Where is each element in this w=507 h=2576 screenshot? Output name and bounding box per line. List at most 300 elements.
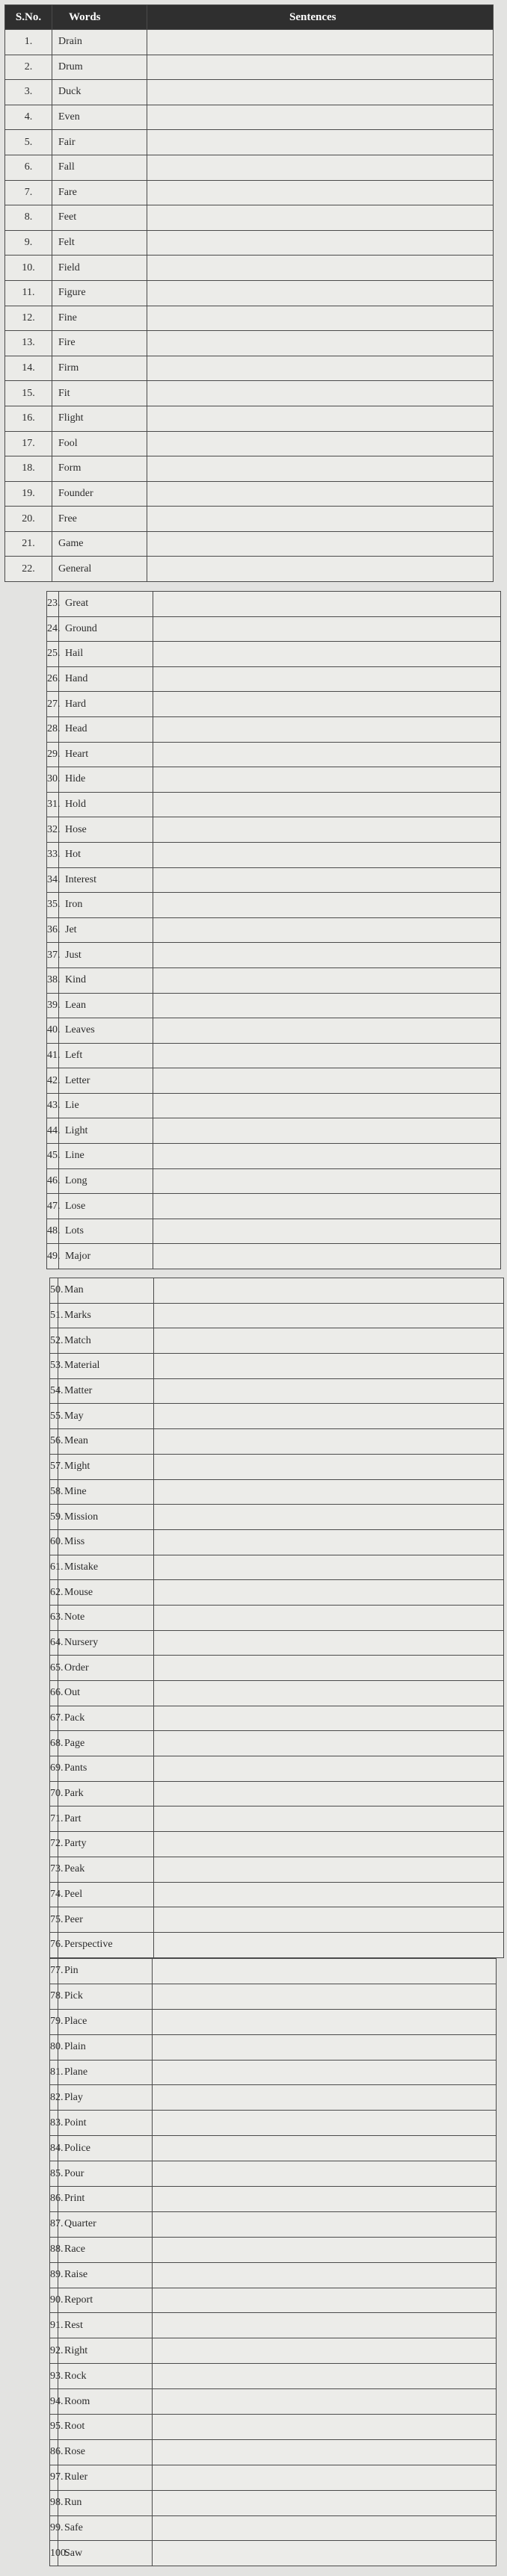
serial-number-cell: 90. xyxy=(50,2288,58,2313)
table-row xyxy=(47,943,501,968)
table-row xyxy=(50,1630,504,1656)
sentence-blank-cell[interactable] xyxy=(153,2415,497,2440)
serial-number-cell: 55. xyxy=(50,1404,58,1429)
sentence-blank-cell[interactable] xyxy=(153,2211,497,2237)
sentence-blank-cell[interactable] xyxy=(153,867,501,893)
sentence-blank-cell[interactable] xyxy=(154,1429,504,1455)
table-row xyxy=(47,1118,501,1144)
sentence-blank-cell[interactable] xyxy=(153,1068,501,1094)
serial-number-cell: 72. xyxy=(50,1832,58,1857)
table-row xyxy=(5,130,494,155)
word-cell: Founder xyxy=(52,481,147,507)
sentence-blank-cell[interactable] xyxy=(153,2085,497,2111)
word-cell: Room xyxy=(58,2389,153,2415)
word-cell: May xyxy=(58,1404,154,1429)
table-row xyxy=(50,1529,504,1555)
sentence-blank-cell[interactable] xyxy=(153,716,501,742)
table-row xyxy=(50,1404,504,1429)
sentence-blank-cell[interactable] xyxy=(154,1882,504,1907)
word-cell: Part xyxy=(58,1806,154,1832)
serial-number-cell: 79. xyxy=(50,2009,58,2034)
sentence-blank-cell[interactable] xyxy=(153,666,501,692)
table-body xyxy=(5,30,494,582)
table-row xyxy=(50,1378,504,1404)
serial-number-cell: 56. xyxy=(50,1429,58,1455)
serial-number-cell: 30. xyxy=(47,767,59,793)
table-row xyxy=(50,1681,504,1706)
sentence-blank-cell[interactable] xyxy=(153,2034,497,2060)
word-cell: Even xyxy=(52,105,147,130)
word-cell: Ground xyxy=(59,616,153,642)
table-row xyxy=(50,2237,497,2262)
sentence-blank-cell[interactable] xyxy=(153,1194,501,1219)
word-cell: Form xyxy=(52,456,147,482)
word-cell: Page xyxy=(58,1731,154,1756)
serial-number-cell: 46. xyxy=(47,1168,59,1194)
word-cell: General xyxy=(52,557,147,582)
sentence-blank-cell[interactable] xyxy=(153,2364,497,2389)
word-cell: Field xyxy=(52,256,147,281)
serial-number-cell: 32. xyxy=(47,817,59,843)
serial-number-cell: 40. xyxy=(47,1018,59,1044)
serial-number-cell: 68. xyxy=(50,1731,58,1756)
sentence-blank-cell[interactable] xyxy=(147,481,494,507)
sentence-blank-cell[interactable] xyxy=(153,2490,497,2515)
sentence-blank-cell[interactable] xyxy=(154,1555,504,1580)
table-row xyxy=(50,2465,497,2490)
serial-number-cell: 70. xyxy=(50,1781,58,1806)
serial-number-cell: 12. xyxy=(5,306,52,331)
sentence-blank-cell[interactable] xyxy=(153,767,501,793)
table-row xyxy=(47,1194,501,1219)
sentence-blank-cell[interactable] xyxy=(153,2161,497,2187)
sentence-blank-cell[interactable] xyxy=(153,2541,497,2566)
sentence-blank-cell[interactable] xyxy=(147,55,494,80)
serial-number-cell: 8. xyxy=(5,205,52,231)
serial-number-cell: 65. xyxy=(50,1656,58,1681)
table-row xyxy=(47,893,501,918)
sentence-blank-cell[interactable] xyxy=(153,2338,497,2364)
sentence-blank-cell[interactable] xyxy=(147,406,494,431)
serial-number-cell: 15. xyxy=(5,381,52,406)
serial-number-cell: 31. xyxy=(47,792,59,817)
table-row xyxy=(50,1882,504,1907)
table-row xyxy=(47,742,501,767)
sentence-blank-cell[interactable] xyxy=(153,2515,497,2541)
serial-number-cell: 44. xyxy=(47,1118,59,1144)
sentence-blank-cell[interactable] xyxy=(153,1959,497,1984)
sentence-blank-cell[interactable] xyxy=(153,642,501,667)
sentence-blank-cell[interactable] xyxy=(154,1529,504,1555)
sentence-blank-cell[interactable] xyxy=(153,1043,501,1068)
serial-number-cell: 13. xyxy=(5,331,52,356)
table-row xyxy=(50,2490,497,2515)
table-row xyxy=(50,2111,497,2136)
table-row xyxy=(5,356,494,381)
word-cell: Fair xyxy=(52,130,147,155)
table-row xyxy=(47,1144,501,1169)
sentence-blank-cell[interactable] xyxy=(153,2187,497,2212)
sentence-blank-cell[interactable] xyxy=(153,2313,497,2338)
serial-number-cell: 36. xyxy=(47,917,59,943)
sentence-blank-cell[interactable] xyxy=(153,2288,497,2313)
sentence-blank-cell[interactable] xyxy=(153,692,501,717)
sentence-blank-cell[interactable] xyxy=(153,817,501,843)
sentence-blank-cell[interactable] xyxy=(147,507,494,532)
table-row xyxy=(5,557,494,582)
word-table-section-3 xyxy=(49,1278,504,1958)
sentence-blank-cell[interactable] xyxy=(147,456,494,482)
sentence-blank-cell[interactable] xyxy=(153,1984,497,2009)
sentence-blank-cell[interactable] xyxy=(147,280,494,306)
sentence-blank-cell[interactable] xyxy=(154,1857,504,1882)
table-row xyxy=(5,456,494,482)
serial-number-cell: 57. xyxy=(50,1454,58,1479)
sentence-blank-cell[interactable] xyxy=(154,1605,504,1630)
word-cell: Pin xyxy=(58,1959,153,1984)
word-cell: Lots xyxy=(59,1219,153,1244)
word-cell: Fire xyxy=(52,331,147,356)
word-cell: Pour xyxy=(58,2161,153,2187)
sentence-blank-cell[interactable] xyxy=(153,616,501,642)
sentence-blank-cell[interactable] xyxy=(147,180,494,205)
sentence-blank-cell[interactable] xyxy=(153,792,501,817)
sentence-blank-cell[interactable] xyxy=(147,230,494,256)
serial-number-cell: 93. xyxy=(50,2364,58,2389)
serial-number-cell: 37. xyxy=(47,943,59,968)
table-row xyxy=(47,716,501,742)
serial-number-cell: 83. xyxy=(50,2111,58,2136)
sentence-blank-cell[interactable] xyxy=(153,1018,501,1044)
table-row xyxy=(5,55,494,80)
sentence-blank-cell[interactable] xyxy=(154,1328,504,1354)
sentence-blank-cell[interactable] xyxy=(153,2136,497,2161)
serial-number-cell: 88. xyxy=(50,2237,58,2262)
table-row xyxy=(50,1429,504,1455)
sentence-blank-cell[interactable] xyxy=(154,1454,504,1479)
table-row xyxy=(47,666,501,692)
word-table-section-4 xyxy=(49,1958,497,2566)
sentence-blank-cell[interactable] xyxy=(147,356,494,381)
sentence-blank-cell[interactable] xyxy=(154,1806,504,1832)
word-cell: Long xyxy=(59,1168,153,1194)
sentence-blank-cell[interactable] xyxy=(154,1781,504,1806)
sentence-blank-cell[interactable] xyxy=(147,531,494,557)
word-cell: Mistake xyxy=(58,1555,154,1580)
sentence-blank-cell[interactable] xyxy=(147,306,494,331)
serial-number-cell: 21. xyxy=(5,531,52,557)
sentence-blank-cell[interactable] xyxy=(154,1354,504,1379)
sentence-blank-cell[interactable] xyxy=(154,1706,504,1731)
table-row xyxy=(5,381,494,406)
serial-number-cell: 23. xyxy=(47,592,59,617)
serial-number-cell: 69. xyxy=(50,1756,58,1782)
sentence-blank-cell[interactable] xyxy=(154,1505,504,1530)
word-cell: Interest xyxy=(59,867,153,893)
word-cell: Miss xyxy=(58,1529,154,1555)
serial-number-cell: 18. xyxy=(5,456,52,482)
word-cell: Pick xyxy=(58,1984,153,2009)
serial-number-cell: 73. xyxy=(50,1857,58,1882)
serial-number-cell: 10. xyxy=(5,256,52,281)
sentence-blank-cell[interactable] xyxy=(147,105,494,130)
sentence-blank-cell[interactable] xyxy=(154,1656,504,1681)
serial-number-cell: 98. xyxy=(50,2490,58,2515)
sentence-blank-cell[interactable] xyxy=(153,2262,497,2288)
table-row xyxy=(5,256,494,281)
sentence-blank-cell[interactable] xyxy=(153,2060,497,2085)
table-header-row xyxy=(5,5,494,30)
table-row xyxy=(5,30,494,55)
serial-number-cell: 16. xyxy=(5,406,52,431)
serial-number-cell: 14. xyxy=(5,356,52,381)
sentence-blank-cell[interactable] xyxy=(153,1093,501,1118)
word-cell: Perspective xyxy=(58,1932,154,1957)
sentence-blank-cell[interactable] xyxy=(154,1479,504,1505)
word-cell: Mission xyxy=(58,1505,154,1530)
sentence-blank-cell[interactable] xyxy=(147,256,494,281)
sentence-blank-cell[interactable] xyxy=(153,943,501,968)
word-cell: Point xyxy=(58,2111,153,2136)
table-row xyxy=(47,642,501,667)
sentence-blank-cell[interactable] xyxy=(147,331,494,356)
serial-number-cell: 51. xyxy=(50,1303,58,1328)
sentence-blank-cell[interactable] xyxy=(154,1404,504,1429)
word-cell: Marks xyxy=(58,1303,154,1328)
table-row xyxy=(47,592,501,617)
table-row xyxy=(50,2541,497,2566)
header-words: Words xyxy=(52,5,147,30)
table-row xyxy=(47,692,501,717)
serial-number-cell: 92. xyxy=(50,2338,58,2364)
table-row xyxy=(47,1093,501,1118)
serial-number-cell: 3. xyxy=(5,80,52,105)
serial-number-cell: 22. xyxy=(5,557,52,582)
word-cell: Lie xyxy=(59,1093,153,1118)
sentence-blank-cell[interactable] xyxy=(153,1244,501,1269)
word-cell: Play xyxy=(58,2085,153,2111)
table-row xyxy=(50,2187,497,2212)
table-row xyxy=(50,2161,497,2187)
table-row xyxy=(5,230,494,256)
serial-number-cell: 9. xyxy=(5,230,52,256)
table-body xyxy=(50,1278,504,1958)
serial-number-cell: 33. xyxy=(47,842,59,867)
serial-number-cell: 84. xyxy=(50,2136,58,2161)
word-cell: Drain xyxy=(52,30,147,55)
sentence-blank-cell[interactable] xyxy=(154,1580,504,1606)
sentence-blank-cell[interactable] xyxy=(153,1144,501,1169)
word-cell: Man xyxy=(58,1278,154,1304)
serial-number-cell: 91. xyxy=(50,2313,58,2338)
table-row xyxy=(50,1832,504,1857)
table-row xyxy=(50,1656,504,1681)
sentence-blank-cell[interactable] xyxy=(154,1907,504,1933)
table-row xyxy=(5,155,494,180)
sentence-blank-cell[interactable] xyxy=(153,967,501,993)
word-cell: Kind xyxy=(59,967,153,993)
serial-number-cell: 81. xyxy=(50,2060,58,2085)
serial-number-cell: 4. xyxy=(5,105,52,130)
word-cell: Mine xyxy=(58,1479,154,1505)
serial-number-cell: 82. xyxy=(50,2085,58,2111)
word-cell: Line xyxy=(59,1144,153,1169)
sentence-blank-cell[interactable] xyxy=(153,1118,501,1144)
table-row xyxy=(5,105,494,130)
table-row xyxy=(5,205,494,231)
word-cell: Light xyxy=(59,1118,153,1144)
serial-number-cell: 17. xyxy=(5,431,52,456)
table-row xyxy=(50,2364,497,2389)
sentence-blank-cell[interactable] xyxy=(153,917,501,943)
table-row xyxy=(47,917,501,943)
table-row xyxy=(50,2262,497,2288)
word-cell: Left xyxy=(59,1043,153,1068)
table-row xyxy=(47,993,501,1018)
table-row xyxy=(47,842,501,867)
sentence-blank-cell[interactable] xyxy=(147,381,494,406)
table-row xyxy=(50,2211,497,2237)
serial-number-cell: 64. xyxy=(50,1630,58,1656)
table-row xyxy=(47,1219,501,1244)
word-cell: Plane xyxy=(58,2060,153,2085)
serial-number-cell: 85. xyxy=(50,2161,58,2187)
sentence-blank-cell[interactable] xyxy=(154,1303,504,1328)
serial-number-cell: 2. xyxy=(5,55,52,80)
word-cell: Note xyxy=(58,1605,154,1630)
word-cell: Pack xyxy=(58,1706,154,1731)
word-cell: Game xyxy=(52,531,147,557)
word-cell: Drum xyxy=(52,55,147,80)
table-row xyxy=(5,280,494,306)
serial-number-cell: 27. xyxy=(47,692,59,717)
table-row xyxy=(50,2338,497,2364)
table-row xyxy=(50,1907,504,1933)
sentence-blank-cell[interactable] xyxy=(153,592,501,617)
table-row xyxy=(47,1068,501,1094)
table-row xyxy=(5,406,494,431)
serial-number-cell: 77. xyxy=(50,1959,58,1984)
word-cell: Matter xyxy=(58,1378,154,1404)
word-cell: Hot xyxy=(59,842,153,867)
word-cell: Match xyxy=(58,1328,154,1354)
table-row xyxy=(47,1168,501,1194)
sentence-blank-cell[interactable] xyxy=(153,2389,497,2415)
table-row xyxy=(5,180,494,205)
sentence-blank-cell[interactable] xyxy=(153,893,501,918)
sentence-blank-cell[interactable] xyxy=(147,431,494,456)
serial-number-cell: 59. xyxy=(50,1505,58,1530)
sentence-blank-cell[interactable] xyxy=(153,742,501,767)
serial-number-cell: 94. xyxy=(50,2389,58,2415)
sentence-blank-cell[interactable] xyxy=(147,130,494,155)
sentence-blank-cell[interactable] xyxy=(154,1832,504,1857)
word-cell: Hail xyxy=(59,642,153,667)
word-cell: Heart xyxy=(59,742,153,767)
serial-number-cell: 20. xyxy=(5,507,52,532)
table-row xyxy=(47,967,501,993)
table-row xyxy=(50,1278,504,1304)
word-cell: Right xyxy=(58,2338,153,2364)
serial-number-cell: 86. xyxy=(50,2439,58,2465)
sentence-blank-cell[interactable] xyxy=(153,2237,497,2262)
serial-number-cell: 6. xyxy=(5,155,52,180)
word-cell: Peak xyxy=(58,1857,154,1882)
sentence-blank-cell[interactable] xyxy=(153,2439,497,2465)
word-cell: Mouse xyxy=(58,1580,154,1606)
sentence-blank-cell[interactable] xyxy=(153,2111,497,2136)
word-cell: Might xyxy=(58,1454,154,1479)
word-cell: Mean xyxy=(58,1429,154,1455)
serial-number-cell: 25. xyxy=(47,642,59,667)
table-row xyxy=(5,481,494,507)
sentence-blank-cell[interactable] xyxy=(153,1219,501,1244)
table-body xyxy=(47,592,501,1269)
word-cell: Hose xyxy=(59,817,153,843)
sentence-blank-cell[interactable] xyxy=(147,155,494,180)
sentence-blank-cell[interactable] xyxy=(147,557,494,582)
serial-number-cell: 78. xyxy=(50,1984,58,2009)
sentence-blank-cell[interactable] xyxy=(154,1378,504,1404)
serial-number-cell: 49. xyxy=(47,1244,59,1269)
serial-number-cell: 60. xyxy=(50,1529,58,1555)
sentence-blank-cell[interactable] xyxy=(153,2465,497,2490)
sentence-blank-cell[interactable] xyxy=(147,205,494,231)
sentence-blank-cell[interactable] xyxy=(154,1630,504,1656)
word-cell: Safe xyxy=(58,2515,153,2541)
table-row xyxy=(50,1857,504,1882)
sentence-blank-cell[interactable] xyxy=(154,1278,504,1304)
table-row xyxy=(50,2313,497,2338)
word-cell: Race xyxy=(58,2237,153,2262)
sentence-blank-cell[interactable] xyxy=(154,1681,504,1706)
table-row xyxy=(47,767,501,793)
word-cell: Park xyxy=(58,1781,154,1806)
table-row xyxy=(50,1605,504,1630)
sentence-blank-cell[interactable] xyxy=(153,993,501,1018)
serial-number-cell: 35. xyxy=(47,893,59,918)
word-cell: Fine xyxy=(52,306,147,331)
sentence-blank-cell[interactable] xyxy=(153,2009,497,2034)
table-row xyxy=(50,2415,497,2440)
table-row xyxy=(50,2085,497,2111)
word-cell: Felt xyxy=(52,230,147,256)
sentence-blank-cell[interactable] xyxy=(147,30,494,55)
table-row xyxy=(50,2515,497,2541)
serial-number-cell: 89. xyxy=(50,2262,58,2288)
table-row xyxy=(5,507,494,532)
sentence-blank-cell[interactable] xyxy=(154,1731,504,1756)
table-row xyxy=(5,531,494,557)
sentence-blank-cell[interactable] xyxy=(154,1756,504,1782)
word-cell: Rest xyxy=(58,2313,153,2338)
table-row xyxy=(5,80,494,105)
serial-number-cell: 71. xyxy=(50,1806,58,1832)
sentence-blank-cell[interactable] xyxy=(147,80,494,105)
sentence-blank-cell[interactable] xyxy=(153,1168,501,1194)
sentence-blank-cell[interactable] xyxy=(153,842,501,867)
table-row xyxy=(50,2439,497,2465)
table-row xyxy=(50,2009,497,2034)
header-sentences: Sentences xyxy=(147,5,494,30)
table-row xyxy=(50,1303,504,1328)
serial-number-cell: 95. xyxy=(50,2415,58,2440)
table-row xyxy=(50,1354,504,1379)
table-row xyxy=(50,2060,497,2085)
word-cell: Duck xyxy=(52,80,147,105)
sentence-blank-cell[interactable] xyxy=(154,1932,504,1957)
serial-number-cell: 19. xyxy=(5,481,52,507)
